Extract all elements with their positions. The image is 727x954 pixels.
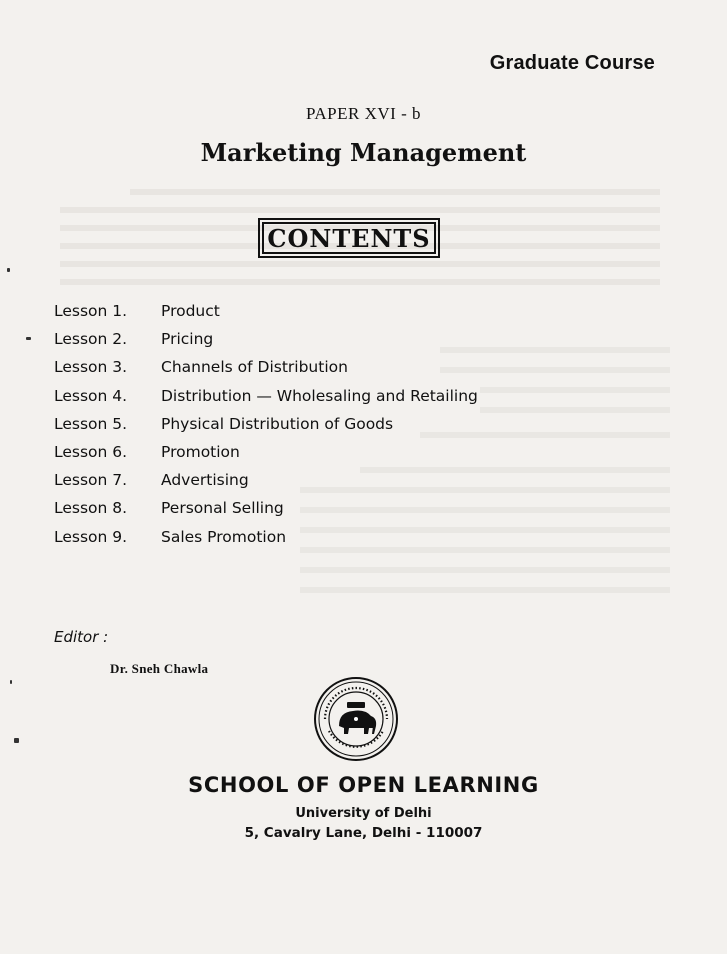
editor-name: Dr. Sneh Chawla xyxy=(110,661,209,676)
school-name: SCHOOL OF OPEN LEARNING xyxy=(188,773,539,797)
lesson-item xyxy=(54,325,478,353)
lesson-number: Lesson 9. xyxy=(54,527,128,546)
lesson-title: Channels of Distribution xyxy=(161,358,348,377)
lesson-number: Lesson 1. xyxy=(54,302,128,321)
lesson-item xyxy=(54,494,478,522)
lesson-title: Personal Selling xyxy=(161,499,284,518)
lesson-title: Pricing xyxy=(161,330,214,349)
lesson-item xyxy=(54,382,478,410)
subject-title: Marketing Management xyxy=(200,138,527,167)
lesson-title: Advertising xyxy=(161,471,249,490)
address: 5, Cavalry Lane, Delhi - 110007 xyxy=(244,825,483,841)
lesson-number: Lesson 8. xyxy=(54,499,128,518)
lesson-item xyxy=(54,523,478,551)
lesson-title: Distribution — Wholesaling and Retailing xyxy=(161,386,478,405)
university-of-delhi-seal-icon xyxy=(313,676,399,762)
scan-speck xyxy=(26,337,31,340)
university-name: University of Delhi xyxy=(295,806,432,821)
lesson-title: Sales Promotion xyxy=(161,527,287,546)
lesson-number: Lesson 5. xyxy=(54,414,128,433)
contents-heading-frame xyxy=(258,218,440,258)
lesson-title: Physical Distribution of Goods xyxy=(161,414,394,433)
course-label: Graduate Course xyxy=(489,52,655,74)
lesson-number: Lesson 2. xyxy=(54,330,128,349)
scan-speck xyxy=(14,738,19,743)
lesson-number: Lesson 3. xyxy=(54,358,128,377)
lesson-item xyxy=(54,466,478,494)
lesson-title: Promotion xyxy=(161,443,240,462)
scan-speck xyxy=(7,268,10,272)
lesson-number: Lesson 4. xyxy=(54,386,128,405)
paper-code: PAPER XVI - b xyxy=(306,104,421,123)
lesson-number: Lesson 6. xyxy=(54,443,128,462)
contents-heading: CONTENTS xyxy=(262,222,436,254)
lesson-number: Lesson 7. xyxy=(54,471,128,490)
lesson-item xyxy=(54,297,478,325)
scan-speck xyxy=(10,680,12,684)
editor-label: Editor : xyxy=(54,628,109,646)
lesson-item xyxy=(54,410,478,438)
lesson-list xyxy=(54,297,478,551)
lesson-item xyxy=(54,438,478,466)
lesson-title: Product xyxy=(161,302,220,321)
lesson-item xyxy=(54,353,478,381)
